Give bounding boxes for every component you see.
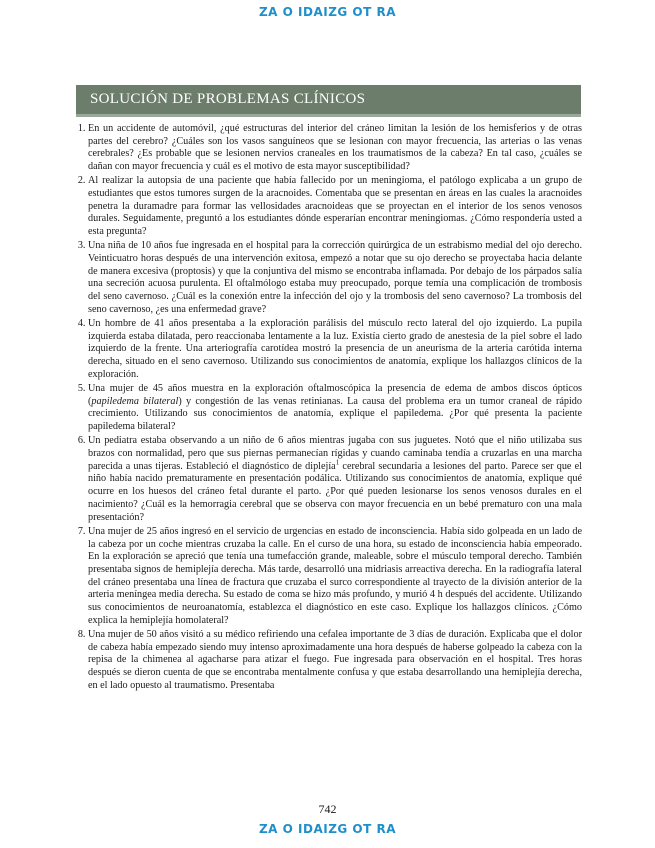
problem-item <box>88 123 582 174</box>
problem-text: cerebral secundaria a lesiones del parto. Parece ser que el niño había nacido prematuramente en presentación podálica. Utilizando sus conocimientos de anatomía, explique qué ocurre en los huesos del cráneo fetal durante el parto. ¿Por qué pueden lesionarse los senos venosos durales en el nacimiento? ¿Cuál es la hemorragia cerebral que se observa con mayor frecuencia en un bebé prematuro con una mala presentación? <box>88 460 582 523</box>
problem-text: ) y congestión de las venas retinianas. La causa del problema era un tumor craneal de rápido crecimiento. Utilizando sus conocimientos de anatomía, explique el papiledema. ¿Por qué presenta la paciente papiledema bilateral? <box>88 395 582 433</box>
problem-item <box>88 240 582 316</box>
section-title: SOLUCIÓN DE PROBLEMAS CLÍNICOS <box>90 91 366 107</box>
problem-text-italic: papiledema bilateral <box>91 395 179 407</box>
problem-text: En un accidente de automóvil, ¿qué estructuras del interior del cráneo limitan la lesión de los hemisferios y de otras partes del cerebro? ¿Cuáles son los vasos sanguíneos que se lesionan con mayor frecuencia, las arterias o las venas cerebrales? ¿Es probable que se lesionen nervios craneales en los traumatismos de la cabeza? En tal caso, ¿cuáles se dañan con mayor frecuencia y cuál es el motivo de esta mayor susceptibilidad? <box>88 123 582 173</box>
problem-item <box>88 435 582 524</box>
footnote-marker: 1 <box>335 458 340 467</box>
problem-text: Una mujer de 25 años ingresó en el servicio de urgencias en estado de inconsciencia. Había sido golpeada en un lado de la cabeza por un coche mientras cruzaba la calle. En el curso de una hora, su estado de inconsciencia había empeorado. En la exploración se apreció que tenía una tumefacción grande, maleable, sobre el músculo temporal derecho. También presentaba signos de hemiplejía derecha. Más tarde, desarrolló una midriasis arreactiva derecha. En la radiografía lateral del cráneo presentaba una línea de fractura que cruzaba el surco correspondiente al trayecto de la división anterior de la arteria meníngea media derecha. Su estado de coma se hizo más profundo, y murió 4 h después del accidente. Utilizando sus conocimientos de neuroanatomía, establezca el diagnóstico en este caso. Explique los hallazgos clínicos. ¿Cómo explica la hemiplejía homolateral? <box>88 525 582 626</box>
problem-text: Una mujer de 50 años visitó a su médico refiriendo una cefalea importante de 3 días de duración. Explicaba que el dolor de cabeza había empezado siendo muy intenso aproximadamente una hora después de haberse golpeado la cabeza con la repisa de la chimenea al agacharse para atizar el fuego. Fue ingresada para observación en el hospital. Tres horas después se dieron cuenta de que se encontraba mentalmente confusa y que estaba desarrollando una hemiplejía derecha, en el lado opuesto al traumatismo. Presentaba <box>88 628 582 691</box>
watermark-bottom: ZA O IDAIZG OT RA <box>258 822 397 836</box>
problem-text: Al realizar la autopsia de una paciente que había fallecido por un meningioma, el patólogo explicaba a un grupo de estudiantes que estos tumores surgen de la aracnoides. Comentaba que se presentan en áreas en las cuales la aracnoides penetra la duramadre para formar las vellosidades aracnoideas que se proyectan en el interior de los senos venosos durales. Seguidamente, preguntó a los estudiantes dónde esperarían encontrar meningiomas. ¿Cómo respondería usted a esta pregunta? <box>88 175 582 238</box>
problems-list <box>76 123 582 692</box>
section-header <box>76 85 581 117</box>
page-number: 742 <box>318 802 337 816</box>
problem-text: Un pediatra estaba observando a un niño de 6 años mientras jugaba con sus juguetes. Notó que el niño utilizaba sus brazos con normalidad, pero que sus piernas permanecían rígidas y cuando caminaba tendía a cruzarlas en una marcha parecida a unas tijeras. Estableció el diagnóstico de diplejía <box>88 435 582 472</box>
problem-text: Un hombre de 41 años presentaba a la exploración parálisis del músculo recto lateral del ojo izquierdo. La pupila izquierda estaba dilatada, pero reaccionaba lentamente a la luz. Existía cierto grado de anestesia de la piel sobre el lado izquierdo de la frente. Una arteriografía carotídea mostró la presencia de un aneurisma de la arteria carótida interna derecha, situado en el seno cavernoso. Utilizando sus conocimientos de anatomía, explique los hallazgos clínicos de la exploración. <box>88 318 582 380</box>
problems-content <box>76 123 582 694</box>
problem-item <box>88 383 582 434</box>
problem-item <box>88 526 582 628</box>
problem-text: Una mujer de 45 años muestra en la exploración oftalmoscópica la presencia de edema de ambos discos ópticos ( <box>88 383 582 407</box>
problem-item <box>88 629 582 693</box>
problem-item <box>88 318 582 382</box>
problem-item <box>88 175 582 239</box>
problem-text: Una niña de 10 años fue ingresada en el hospital para la corrección quirúrgica de un estrabismo medial del ojo derecho. Veinticuatro horas después de una intervención exitosa, empezó a notar que su ojo derecho se proyectaba hacia delante de manera excesiva (proptosis) y que la conjuntiva del mismo se encontraba inflamada. Por debajo de los párpados salía una secreción acuosa purulenta. El oftalmólogo estaba muy preocupado, porque temía una complicación de trombosis del seno cavernoso. ¿Cuál es la conexión entre la infección del ojo y la trombosis del seno cavernoso? La trombosis del seno cavernoso, ¿es una enfermedad grave? <box>88 240 582 315</box>
watermark-top: ZA O IDAIZG OT RA <box>258 5 397 19</box>
